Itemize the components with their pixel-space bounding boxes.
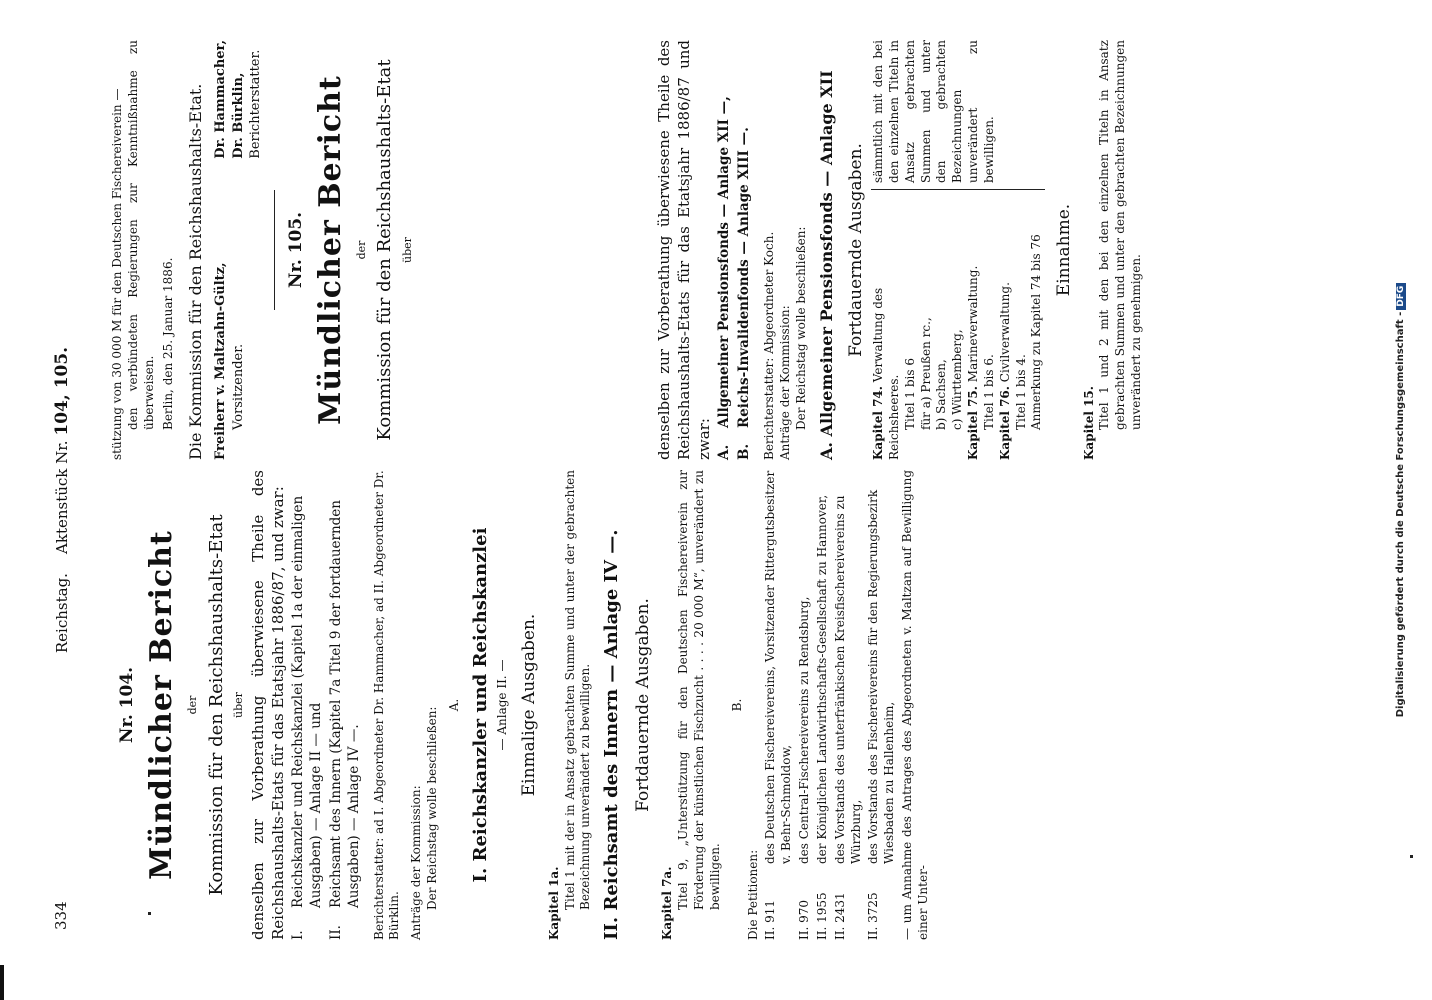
doc105-kapitel-block xyxy=(871,40,1045,460)
doc104-ort: Berlin, den 25. Januar 1886. xyxy=(161,257,176,430)
petition-item: II. 2431 des Vorstands des unterfränkischen Kreisfischereivereins zu Würzburg, xyxy=(832,495,863,940)
header-title: Reichstag. Aktenstück Nr. 104, 105. xyxy=(52,346,72,654)
doc104-einmalige: Einmalige Ausgaben. xyxy=(519,613,540,797)
doc104-berichterstatter: Berichterstatter: ad I. Abgeordneter Dr. Hammacher, ad II. Abgeordneter Dr. Bürklin. xyxy=(371,470,402,940)
doc105-secA: A. Allgemeiner Pensionsfonds — Anlage XII xyxy=(816,70,836,460)
doc105-kap15-text: Titel 1 und 2 mit den bei den einzelnen Titeln in Ansatz gebrachten Summen und unter den gebrachten Bezeichnungen unverändert zu genehmigen. xyxy=(1097,40,1144,430)
doc104-kommission: Kommission für den Reichshaushalts-Etat xyxy=(205,514,227,896)
scan-edge-mark xyxy=(0,965,4,1000)
doc105-der: der xyxy=(354,240,368,260)
doc104-beschliessen: Der Reichstag wolle beschließen: xyxy=(425,706,440,910)
doc105-intro: denselben zur Vorberathung überwiesene Theile des Reichshaushalts-Etats für das Etatsjahr 1886/87 und zwar: xyxy=(655,40,713,460)
doc104-kommission-sig: Die Kommission für den Reichshaushalts-Etat. xyxy=(186,83,206,460)
doc104-ende: — um Annahme des Antrages des Abgeordneten v. Maltzan auf Bewilligung einer Unter- xyxy=(900,470,930,940)
doc104-number: Nr. 104. xyxy=(117,666,137,744)
column-left xyxy=(110,470,1170,940)
doc105-kap15: Kapitel 15. xyxy=(1081,386,1096,460)
doc104-cont-text2: den verbündeten Regierungen zur Kenntnißnahme zu überweisen. xyxy=(125,40,156,430)
doc105-title: Mündlicher Bericht xyxy=(313,75,349,425)
separator-rule xyxy=(274,190,275,310)
doc105-kapitel-list: Kapitel 74. Verwaltung des Reichsheeres. Titel 1 bis 6 für a) Preußen rc., b) Sachsen, c) Württemberg, Kapitel 75. Marineverwaltung. Titel 1 bis 6. Kapitel 76. Civilverwaltung. Titel 1 bis 4. Anmerkung zu Kapitel 74 bis 76 xyxy=(871,234,1044,460)
scan-dot xyxy=(148,912,151,915)
signature-left: Freiherr v. Maltzahn-Gültz, Vorsitzender. xyxy=(213,262,246,460)
petition-item: II. 1955 der Königlichen Landwirthschafts-Gesellschaft zu Hannover, xyxy=(814,494,829,940)
doc104-fortdauernde: Fortdauernde Ausgaben. xyxy=(633,598,654,812)
doc104-kap7a-text: Titel 9, „Unterstützung für den Deutschen Fischereiverein zur Förderung der künstlichen Fischzucht . . . . 20 000 M“, unverändert zu bewilligen. xyxy=(676,470,722,910)
doc104-title: Mündlicher Bericht xyxy=(144,530,180,880)
doc104-item: II. Reichsamt des Innern (Kapitel 7a Titel 9 der fortdauernden Ausgaben) — Anlage IV —. xyxy=(328,500,362,940)
page-number: 334 xyxy=(52,901,70,930)
doc104-der: der xyxy=(186,695,200,715)
doc104-kap1a: Kapitel 1a. xyxy=(546,866,561,940)
page-header xyxy=(52,40,78,960)
doc105-item: A. Allgemeiner Pensionsfonds — Anlage XII —, xyxy=(716,96,733,460)
doc105-kommission: Kommission für den Reichshaushalts-Etat xyxy=(374,59,396,441)
doc104-B: B. xyxy=(729,698,744,712)
signatures xyxy=(212,40,263,460)
dfg-logo: DFG xyxy=(1396,283,1406,310)
doc105-antraege: Anträge der Kommission: xyxy=(777,305,792,460)
doc105-fortdauernde: Fortdauernde Ausgaben. xyxy=(845,143,866,357)
column-right-lower xyxy=(655,40,1375,460)
scan-dot xyxy=(1410,855,1413,858)
doc104-section1-anlage: — Anlage II. — xyxy=(494,659,509,751)
dfg-footer: Digitalisierung gefördert durch die Deutsche Forschungsgemeinschaft -DFG xyxy=(1395,60,1415,940)
doc104-kap1a-text: Titel 1 mit der in Ansatz gebrachten Summe und unter der gebrachten Bezeichnung unverändert zu bewilligen. xyxy=(562,470,593,910)
doc105-einnahme: Einnahme. xyxy=(1054,203,1075,297)
doc104-intro: denselben zur Vorberathung überwiesene Theile des Reichshaushalts-Etats für das Etatsjahr 1886/87, und zwar: xyxy=(248,470,287,940)
petition-item: II. 911 des Deutschen Fischereivereins, Vorsitzender Rittergutsbesitzer v. Behr-Schmoldow, xyxy=(763,470,794,940)
doc104-item: I. Reichskanzler und Reichskanzlei (Kapitel 1a der einmaligen Ausgaben) — Anlage II — und xyxy=(290,495,325,940)
doc105-ueber: über xyxy=(401,237,415,263)
doc104-ueber: über xyxy=(232,692,246,718)
doc105-beschliessen: Der Reichstag wolle beschließen: xyxy=(793,226,808,430)
petition-item: II. 3725 des Vorstands des Fischereivereins für den Regierungsbezirk Wiesbaden zu Hallenheim, xyxy=(866,489,897,940)
doc104-cont-text1: stützung von 30 000 M für den Deutschen Fischereiverein — xyxy=(110,88,124,460)
signature-right: Dr. Hammacher, Dr. Bürklin, Berichterstatter. xyxy=(213,40,263,159)
doc104-section2: II. Reichsamt des Innern — Anlage IV —. xyxy=(601,529,623,940)
doc105-number: Nr. 105. xyxy=(285,211,306,289)
doc104-A: A. xyxy=(446,698,461,712)
doc104-antraege: Anträge der Kommission: xyxy=(409,785,424,940)
doc105-item: B. Reichs-Invalidenfonds — Anlage XIII —. xyxy=(736,127,753,460)
doc104-kap7a: Kapitel 7a. xyxy=(660,866,675,940)
doc105-berichterstatter: Berichterstatter: Abgeordneter Koch. xyxy=(762,231,777,460)
petition-item: II. 970 des Central-Fischereivereins zu Rendsburg, xyxy=(797,596,812,940)
doc104-petitionen: Die Petitionen: xyxy=(745,849,760,940)
doc104-section1: I. Reichskanzler und Reichskanzlei xyxy=(469,527,491,883)
doc105-bracket-text: sämmtlich mit den bei den einzelnen Titeln in Ansatz gebrachten Summen und unter den gebrachten Bezeichnungen unverändert zu bewilligen. xyxy=(871,40,1045,190)
